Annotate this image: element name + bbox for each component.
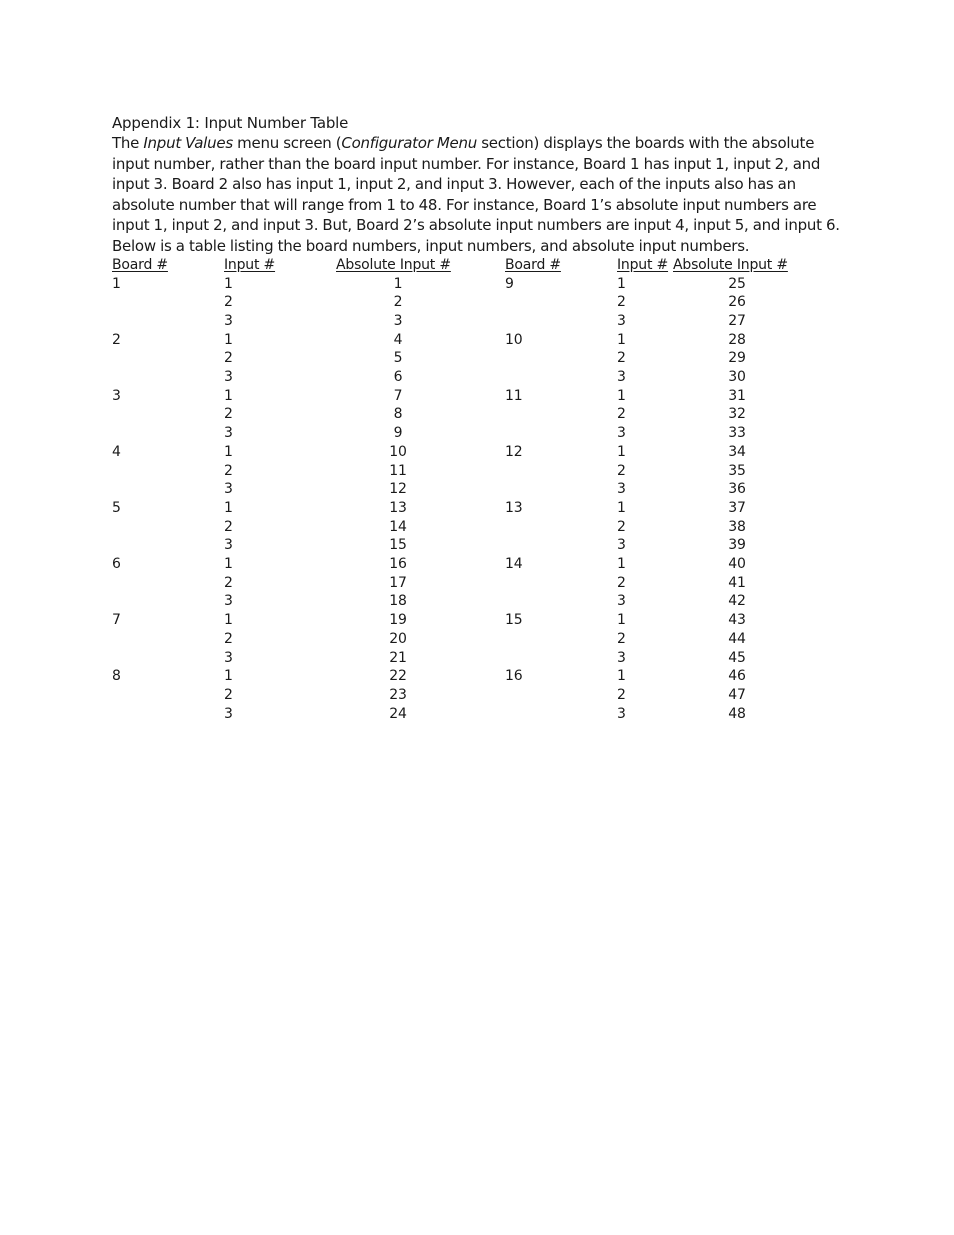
input-number-cell: 2 [224,462,233,479]
absolute-input-cell: 7 [393,387,403,404]
absolute-input-cell: 33 [728,425,746,442]
intro-text-1: The [112,134,144,152]
input-number-cell: 1 [617,499,626,516]
input-number-cell: 2 [617,294,626,311]
input-number-cell: 3 [224,425,233,442]
input-number-cell: 2 [617,462,626,479]
input-number-cell: 1 [617,331,626,348]
header-input-right: Input # [617,256,669,273]
header-absolute-left: Absolute Input # [336,256,451,273]
board-number-cell: 13 [505,499,523,516]
input-number-cell: 3 [617,649,626,666]
input-number-cell: 3 [617,593,626,610]
absolute-input-cell: 18 [389,593,407,610]
input-number-cell: 3 [224,481,233,498]
absolute-input-cell: 16 [389,556,407,573]
board-number-cell: 10 [505,331,523,348]
absolute-input-cell: 45 [728,649,746,666]
input-number-cell: 2 [617,350,626,367]
intro-text-3: section) displays the boards with the absolute input number, rather than the board input number. For instance, Board 1 has input 1, input 2, and input 3. Board 2 also has input 1, input 2, and input 3. However, each of the inputs also has an absolute number that will range from 1 to 48. For instance, Board 1’s absolute input numbers are input 1, input 2, and input 3. But, Board 2’s absolute input numbers are input 4, input 5, and input 6. Below is a table listing the board numbers, input numbers, and absolute input numbers. [112,134,840,255]
absolute-input-cell: 11 [389,462,407,479]
absolute-input-cell: 31 [728,387,746,404]
input-number-cell: 1 [617,612,626,629]
input-number-cell: 2 [617,574,626,591]
input-values-term: Input Values [143,134,233,152]
input-number-cell: 3 [224,537,233,554]
absolute-input-cell: 32 [728,406,746,423]
input-number-cell: 1 [224,275,233,292]
input-number-cell: 2 [224,686,233,703]
input-number-cell: 1 [617,387,626,404]
configurator-menu-term: Configurator Menu [341,134,478,152]
absolute-input-cell: 13 [389,499,407,516]
board-number-cell: 2 [112,331,121,348]
input-number-cell: 3 [617,369,626,386]
absolute-input-cell: 41 [728,574,746,591]
input-number-cell: 3 [224,705,233,722]
absolute-input-cell: 26 [728,294,746,311]
input-number-cell: 3 [224,369,233,386]
absolute-input-cell: 25 [728,275,746,292]
absolute-input-cell: 36 [728,481,746,498]
board-number-cell: 1 [112,275,121,292]
input-number-cell: 2 [617,518,626,535]
absolute-input-cell: 3 [393,312,403,329]
board-number-cell: 5 [112,499,121,516]
board-number-cell: 4 [112,443,121,460]
input-number-cell: 2 [224,406,233,423]
absolute-input-cell: 6 [393,369,403,386]
board-number-cell: 16 [505,668,523,685]
absolute-input-cell: 48 [728,705,746,722]
input-number-cell: 1 [617,443,626,460]
absolute-input-cell: 44 [728,630,746,647]
absolute-input-cell: 19 [389,612,407,629]
input-number-cell: 3 [617,312,626,329]
input-number-cell: 2 [224,294,233,311]
board-number-cell: 12 [505,443,523,460]
header-board-left: Board # [112,256,168,273]
absolute-input-cell: 15 [389,537,407,554]
input-number-cell: 3 [617,537,626,554]
absolute-input-cell: 43 [728,612,746,629]
board-number-cell: 7 [112,612,121,629]
absolute-input-cell: 46 [728,668,746,685]
absolute-input-cell: 30 [728,369,746,386]
input-number-cell: 3 [617,425,626,442]
input-number-cell: 3 [224,593,233,610]
board-number-cell: 14 [505,556,523,573]
board-number-cell: 15 [505,612,523,629]
intro-paragraph [112,133,842,257]
absolute-input-cell: 14 [389,518,407,535]
absolute-input-cell: 47 [728,686,746,703]
header-input-left: Input # [224,256,276,273]
input-number-cell: 2 [224,630,233,647]
absolute-input-cell: 9 [393,425,403,442]
absolute-input-cell: 27 [728,312,746,329]
input-number-cell: 1 [224,556,233,573]
input-number-cell: 1 [617,275,626,292]
absolute-input-cell: 1 [393,275,403,292]
absolute-input-cell: 34 [728,443,746,460]
absolute-input-cell: 42 [728,593,746,610]
input-number-cell: 1 [224,331,233,348]
input-number-cell: 3 [224,312,233,329]
absolute-input-cell: 8 [393,406,403,423]
input-number-cell: 1 [224,499,233,516]
absolute-input-cell: 28 [728,331,746,348]
absolute-input-cell: 21 [389,649,407,666]
input-number-cell: 1 [617,556,626,573]
board-number-cell: 6 [112,556,121,573]
absolute-input-cell: 29 [728,350,746,367]
input-number-cell: 3 [617,705,626,722]
absolute-input-cell: 12 [389,481,407,498]
input-number-cell: 2 [617,686,626,703]
intro-text-2: menu screen ( [232,134,342,152]
absolute-input-cell: 23 [389,686,407,703]
input-number-cell: 1 [224,443,233,460]
input-number-cell: 2 [617,406,626,423]
input-number-table [112,257,842,727]
input-number-cell: 1 [617,668,626,685]
absolute-input-cell: 10 [389,443,407,460]
header-board-right: Board # [505,256,561,273]
absolute-input-cell: 39 [728,537,746,554]
input-number-cell: 3 [224,649,233,666]
appendix-heading: Appendix 1: Input Number Table [112,114,349,132]
input-number-cell: 3 [617,481,626,498]
input-number-cell: 2 [617,630,626,647]
absolute-input-cell: 17 [389,574,407,591]
absolute-input-cell: 20 [389,630,407,647]
input-number-cell: 1 [224,387,233,404]
input-number-cell: 2 [224,574,233,591]
document-page [112,113,842,727]
board-number-cell: 8 [112,668,121,685]
board-number-cell: 11 [505,387,523,404]
input-number-cell: 2 [224,350,233,367]
header-absolute-right: Absolute Input # [673,256,788,273]
absolute-input-cell: 24 [389,705,407,722]
input-number-cell: 2 [224,518,233,535]
absolute-input-cell: 4 [393,331,403,348]
board-number-cell: 9 [505,275,514,292]
absolute-input-cell: 2 [393,294,403,311]
absolute-input-cell: 35 [728,462,746,479]
input-number-cell: 1 [224,668,233,685]
absolute-input-cell: 22 [389,668,407,685]
board-number-cell: 3 [112,387,121,404]
absolute-input-cell: 38 [728,518,746,535]
absolute-input-cell: 40 [728,556,746,573]
absolute-input-cell: 37 [728,499,746,516]
input-number-cell: 1 [224,612,233,629]
absolute-input-cell: 5 [393,350,403,367]
